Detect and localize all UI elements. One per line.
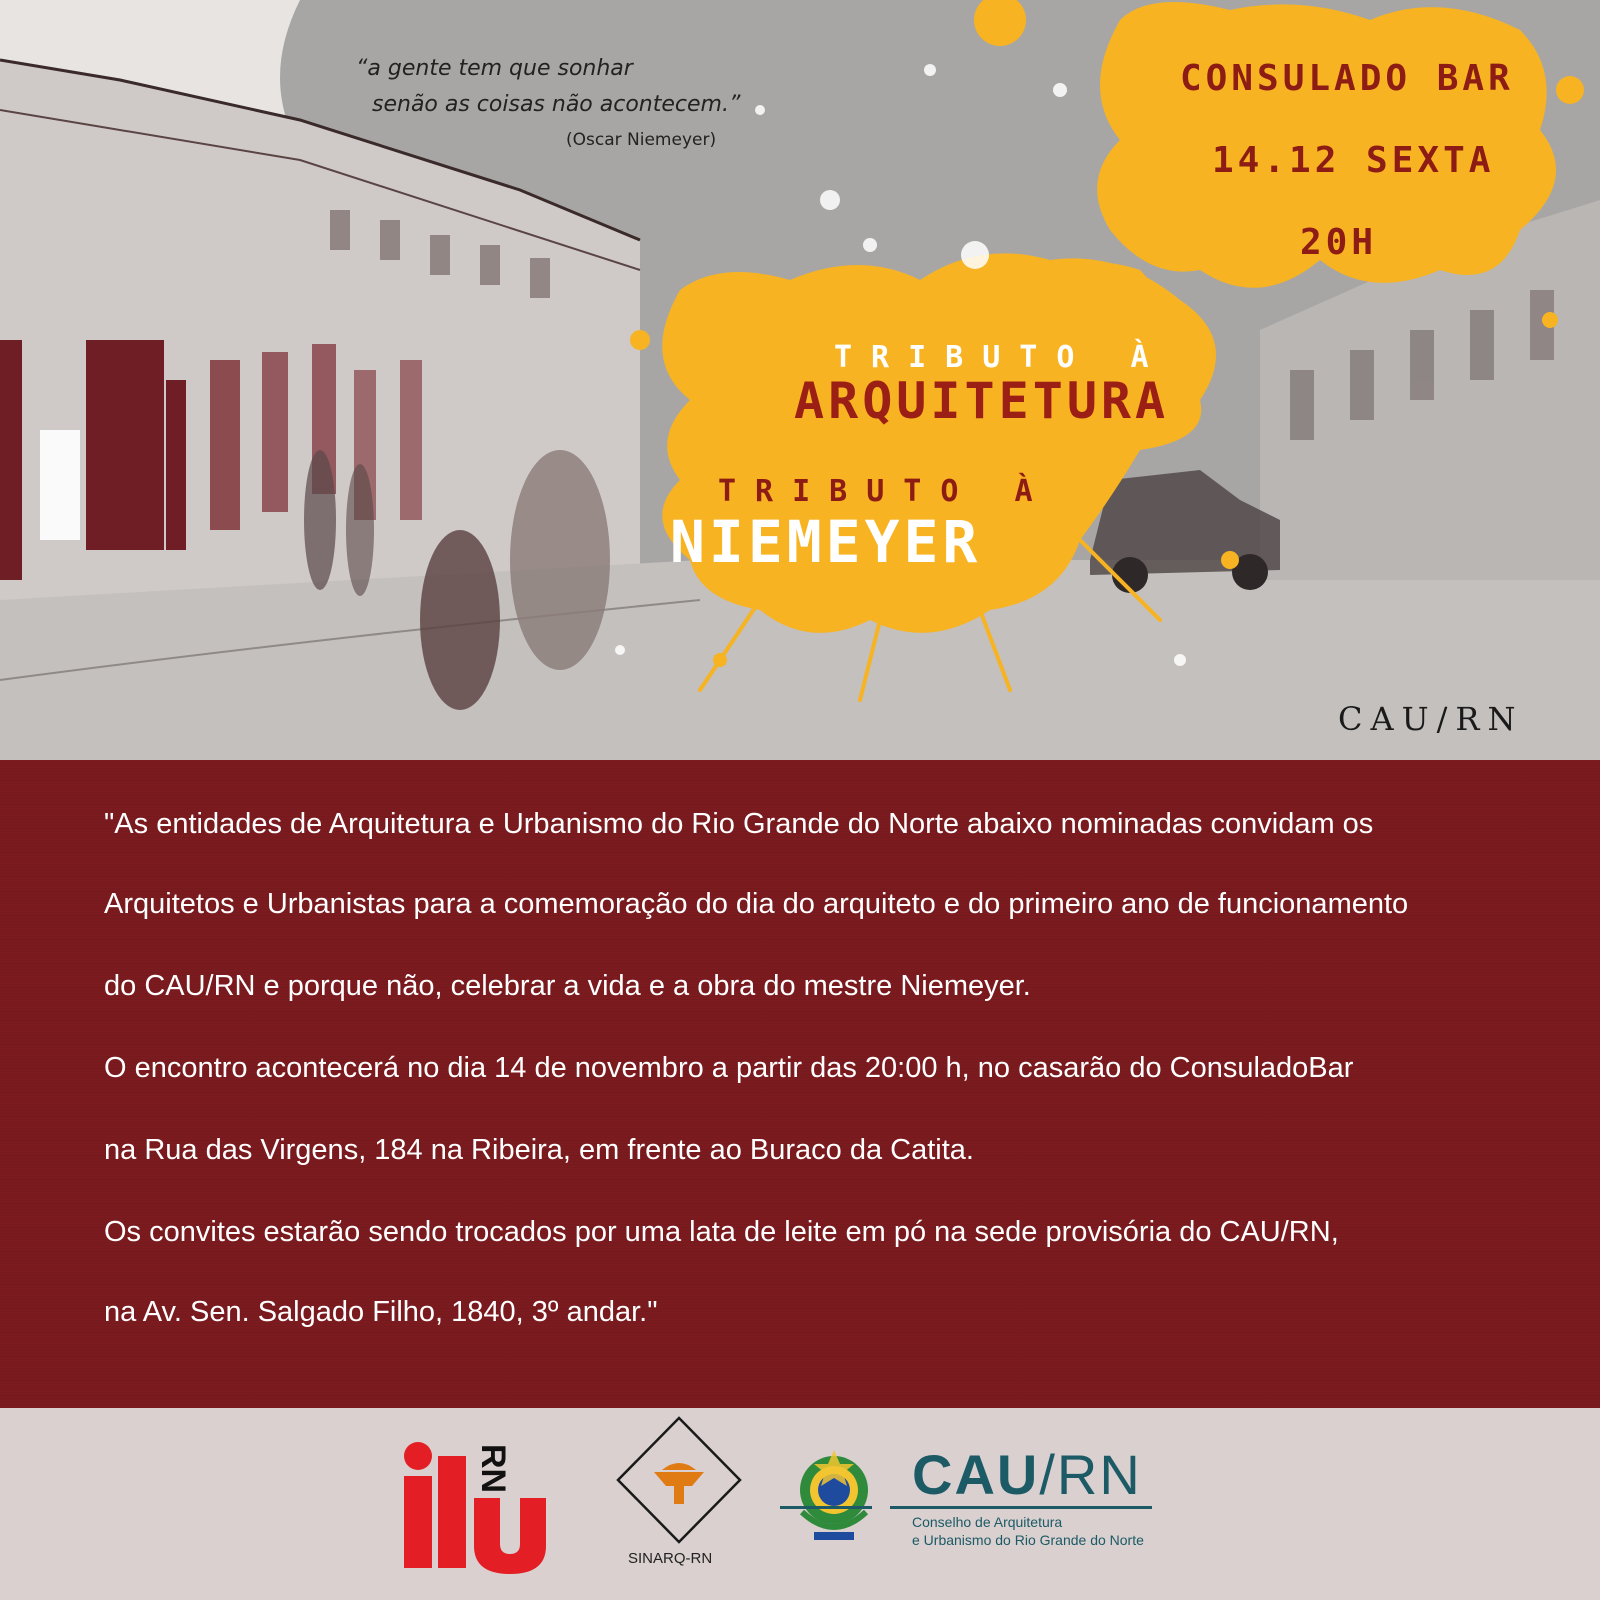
invitation-text-panel	[0, 760, 1600, 1408]
invitation-line: Os convites estarão sendo trocados por uma lata de leite em pó na sede provisória do CAU/RN,	[104, 1216, 1339, 1248]
tribute-architecture-title: ARQUITETURA	[794, 372, 1170, 430]
cau-title-rest: /RN	[1039, 1443, 1142, 1506]
invitation-line: Arquitetos e Urbanistas para a comemoração do dia do arquiteto e do primeiro ano de funcionamento	[104, 888, 1409, 920]
quote-line-2: senão as coisas não acontecem.”	[372, 92, 741, 117]
hero-illustration	[0, 0, 1600, 760]
tribute-architecture-prefix: TRIBUTO À	[834, 340, 1168, 375]
brazil-coat-of-arms-icon	[784, 1442, 884, 1552]
sponsor-logos	[0, 1408, 1600, 1600]
cau-title-bold: CAU	[912, 1443, 1040, 1506]
cau-divider	[890, 1506, 1152, 1509]
invitation-line: na Rua das Virgens, 184 na Ribeira, em frente ao Buraco da Catita.	[104, 1134, 974, 1166]
cau-logo-title	[912, 1442, 1142, 1507]
invitation-line: "As entidades de Arquitetura e Urbanismo do Rio Grande do Norte abaixo nominadas convidam os	[104, 808, 1374, 840]
cau-subtitle-line-2: e Urbanismo do Rio Grande do Norte	[912, 1532, 1144, 1548]
event-date: 14.12 SEXTA	[1212, 140, 1495, 181]
cau-divider-left	[780, 1506, 872, 1509]
tribute-niemeyer-title: NIEMEYER	[670, 508, 982, 576]
event-venue: CONSULADO BAR	[1180, 58, 1514, 99]
cau-subtitle-line-1: Conselho de Arquitetura	[912, 1514, 1063, 1530]
quote-author: (Oscar Niemeyer)	[566, 130, 717, 150]
invitation-line: na Av. Sen. Salgado Filho, 1840, 3º andar."	[104, 1296, 658, 1328]
invitation-line: O encontro acontecerá no dia 14 de novembro a partir das 20:00 h, no casarão do ConsuladoBar	[104, 1052, 1354, 1084]
hero-brand: CAU/RN	[1338, 700, 1524, 738]
sinarq-logo	[614, 1414, 744, 1564]
event-time: 20H	[1300, 222, 1378, 263]
quote-line-1: “a gente tem que sonhar	[356, 56, 633, 81]
invitation-line: do CAU/RN e porque não, celebrar a vida e a obra do mestre Niemeyer.	[104, 970, 1031, 1002]
tribute-niemeyer-prefix: TRIBUTO À	[718, 474, 1052, 509]
sinarq-label: SINARQ-RN	[628, 1550, 713, 1567]
iau-rn-label: RN	[474, 1444, 512, 1494]
